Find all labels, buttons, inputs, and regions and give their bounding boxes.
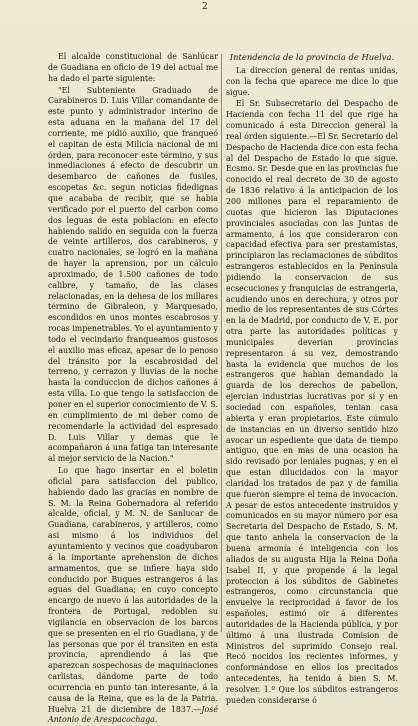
page-number: 2 — [202, 2, 209, 12]
left-paragraph-3-text: Lo que hago insertar en el boletin oficial para satisfaccion del publico, habiendo dado las gracias en nombre de S. M. la Reina Gobernadora al referido alcalde, oficial, y M. N. de Sanlucar de Guadiana, carabineros, y artilleros, como asi mismo á los individuos del ayuntamiento y vecinos que coadyubaron á la importante aprehension de dichos armamentos, que se infiere haya sido conducido por Buques estrangeros á las aguas del Guadiana; en cuyo concepto encargo de nuevo á las autoridades de la frontera de Portugal, redoblen su vigilancia en observacion de los barcos que se presenten en el rio Guadiana, y de las personas que por él transiten en esta provincia, aprendiendo á las que aparezcan sospechosas de maquinaciones carlistas, dándome parte de todo ocurrencia en punto tan interesante, á la causa de la Reina, que es la de la Patria. Huelva 21 de diciembre de 1837.— — [48, 466, 218, 714]
column-divider — [221, 54, 222, 632]
right-paragraph-1: La direccion general de rentas unidas, con la fecha que aparece me dice lo que sigue. — [226, 65, 398, 97]
left-paragraph-1: El alcalde constitucional de Sanlúcar de Guadiana en oficio de 19 del actual me ha dado el parte siguiente: — [48, 52, 218, 83]
section-heading: Intendencia de la provincia de Huelva. — [229, 52, 395, 62]
left-column — [48, 52, 218, 725]
signature: José Antonio de Arespacochaga. — [48, 704, 218, 725]
right-column — [226, 52, 398, 705]
left-paragraph-3 — [48, 466, 218, 726]
left-paragraph-2: "El Subteniente Graduado de Carabineros D. Luis Villar comandante de este punto y administrador interino de esta aduana en la mañana del 17 del corriente, me pidió auxilio, que franqueó el capitan de esta Milicia nacional de mi órden, para reconocer este término, y sus inmediaciones á efecto de descubrir un desembarco de cañones de fusiles, escopetas &c. segun noticias fidedignas que acababa de recibir, que se habia verificado por el puerto del carbon como dos leguas de esta poblacion: en efecto habiendo salido en seguida con la fuerza de veinte artilleros, dos carabineros, y cuatro nacionales, se logró en la mañana de hayer la aprension, por un cálculo aproximado, de 1.500 cañones de todo calibre, y tamaño, de las clases relacionadas, en la dehesa de los millares término de Gibraleon, y Marquesado, escondidos en unos montes escabrosos y rocas impenetrables. Yo el ayuntamiento y todo el vecindario franqueamos gustosos el auxilio mas eficaz, apesar de lo penoso del tránsito por la escabrosidad del terreno, y cerrazon y lluvias de la noche hasta la conduccion de dichos cañones á esta villa. Lo que tengo la satisfaccion de poner en el superior conocimiento de V. S. en cumplimiento de mi deber como de recomendarle la actividad del espresado D. Luis Villar y demas que le acompañaron á una fatiga tan interesante al mejor servicio de la Nacion." — [48, 85, 218, 464]
right-paragraph-2: El Sr. Subsecretario del Despacho de Hacienda con fecha 11 del que rige ha comunicado á esta Direccion general la real órden siguiente.—El Sr. Secretario del Despacho de Hacienda dice con esta fecha al del Despacho de Estado lo que sigue. Ecsmo. Sr. Desde que en las provincias fue conocido el real decreto de 30 de agosto de 1836 relativo á la anticipacion de los 200 millones para el reparamiento de cuotas que hicieron las Diputaciones provinciales asociadas con las Juntas de armamento, á los que consideraron con capacidad efectiva para ser prestamistas, principiaron las reclamaciones de súbditos estrangeros establecidos en la Península pidiendo la conservacion de sus ecsecuciones y franquicias de estrangeria, acudiendo unos en derechura, y otros por medio de los representantes de sus Córtes en la de Madrid, por conducto de V. E. por otra parte las autoridades políticas y municipales deverian provincias representaron á su vez, demostrando hasta la evidencia que muchos de los estrangeros que habian demandado la guarda de los derechos de pabellon, ejercian industrias lucrativas por sí y en sociedad con españoles, tenian casa abierta y eran propietarios. Este cúmulo de instancias en un diverso sentido hizo avocar un espediente que data de tiempo antiguo, que en mas de una ocasion ha sido revisado por leniales pugnas, y en el que estan dilucidados con la mayor claridad los tratados de paz y de familia que fueron siempre el tema de invocacion. A pesar de estos antecedente instruidos y comunicados en su mayor número por esa Secretaria del Despacho de Estado, S. M. que tanto anhela la conservacion de la buena armonía é inteligencia con los aliados de su augusta Hija la Reina Doña Isabel II, y que propende á la legal proteccion á los súbditos de Gabinetes estrangeros, como circunstancia que envuelve la reciprocidad á favor de los españoles, estimó oir á diferentes autoridades de la Hacienda pública, y por último á una ilustrada Comision de Ministros del suprimido Consejo real. Recó nocidos los recientes informes, y conformándose en ellos los precitados antecedentes, ha tenido á bien S. M. resolver. 1.º Que los súbditos estrangeros pueden considerarse ó — [226, 99, 398, 705]
